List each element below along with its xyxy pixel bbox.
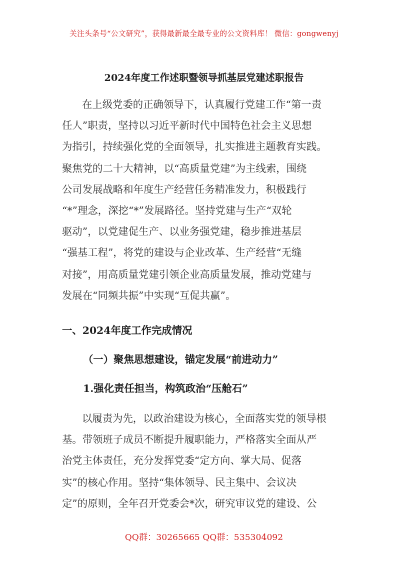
intro-paragraph bbox=[62, 95, 350, 307]
intro-line: 发展在“同频共振”中实现“互促共赢”。 bbox=[62, 290, 236, 302]
body-line: 基。带领班子成员不断提升履职能力，严格落实全面从严 bbox=[62, 435, 317, 447]
body-line: 定”的原则，全年召开党委会*次，研究审议党的建设、公 bbox=[62, 498, 317, 510]
body-line: 实”的核心作用。坚持“集体领导、民主集中、会议决 bbox=[62, 477, 297, 489]
promo-header-text: 关注头条号“公文研究”，获得最新最全最专业的公文资料库！ 微信：gongwenyj bbox=[69, 29, 339, 38]
section-heading: 一、2024年度工作完成情况 bbox=[62, 325, 193, 337]
subsection-heading: （一）聚焦思想建设，锚定发展“前进动力” bbox=[83, 354, 279, 366]
intro-line: 驱动”，以党建促生产、以业务强党建，稳步推进基层 bbox=[62, 227, 302, 239]
intro-line: 任人”职责，坚持以习近平新时代中国特色社会主义思想 bbox=[62, 121, 312, 133]
footer-contact-text: QQ群：30265665 QQ群：535304092 bbox=[124, 533, 284, 543]
intro-line: 对接”，用高质量党建引领企业高质量发展，推动党建与 bbox=[62, 269, 312, 281]
document-title: 2024年度工作述职暨领导抓基层党建述职报告 bbox=[104, 73, 304, 84]
body-paragraph bbox=[62, 409, 350, 515]
body-line: 以履责为先，以政治建设为核心，全面落实党的领导根 bbox=[82, 414, 327, 425]
item-heading: 1.强化责任担当，构筑政治“压舱石” bbox=[83, 383, 248, 395]
intro-line: 为指引，持续强化党的全面领导，扎实推进主题教育实践。 bbox=[62, 142, 327, 154]
body-line: 治党主体责任，充分发挥党委“定方向、掌大局、促落 bbox=[62, 456, 302, 468]
intro-line: 聚焦党的二十大精神，以“高质量党建”为主线索，围绕 bbox=[62, 163, 307, 175]
intro-line: 在上级党委的正确领导下，认真履行党建工作“第一责 bbox=[82, 100, 322, 111]
intro-line: “强基工程”，将党的建设与企业改革、生产经营“无缝 bbox=[62, 248, 302, 260]
intro-line: “*”理念，深挖“*”发展路径。坚持党建与生产“双轮 bbox=[62, 205, 292, 217]
intro-line: 公司发展战略和年度生产经营任务精准发力，积极践行 bbox=[62, 184, 307, 196]
